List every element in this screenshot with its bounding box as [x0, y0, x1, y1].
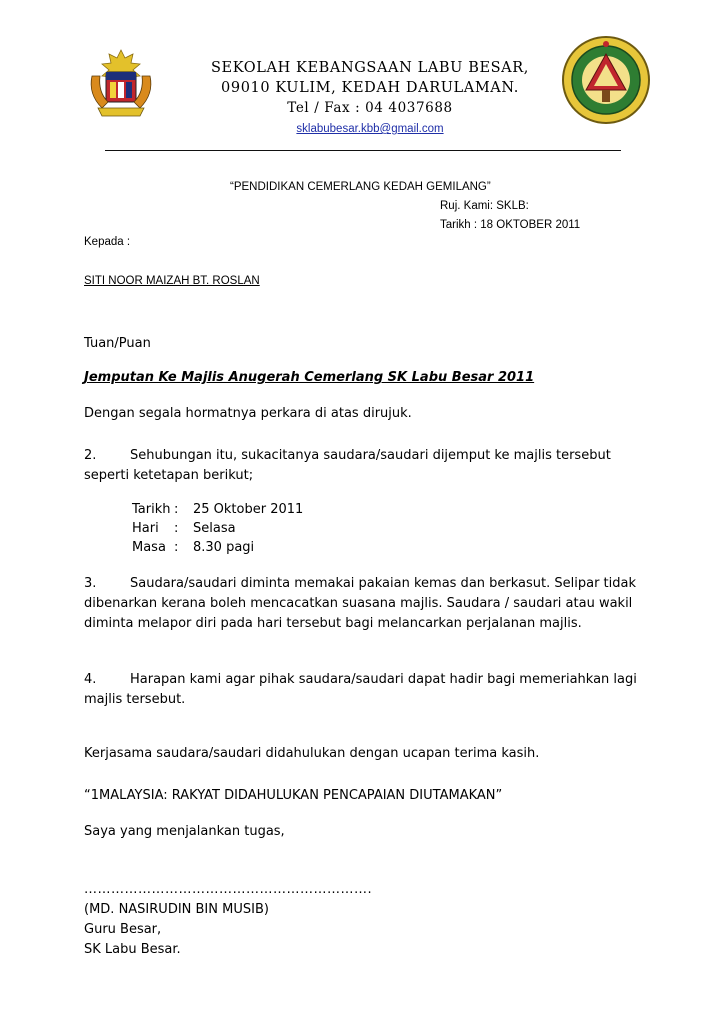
event-details	[132, 500, 303, 557]
detail-row-time	[132, 538, 303, 557]
detail-row-day	[132, 519, 303, 538]
recipient-name: SITI NOOR MAIZAH BT. ROSLAN	[84, 275, 260, 287]
school-email[interactable]	[160, 123, 580, 135]
detail-row-date	[132, 500, 303, 519]
detail-label: Masa	[132, 540, 166, 555]
letter-subject: Jemputan Ke Majlis Anugerah Cemerlang SK Labu Besar 2011	[84, 370, 535, 385]
detail-separator: :	[174, 521, 179, 536]
coat-of-arms-logo	[84, 46, 158, 120]
detail-value: 8.30 pagi	[193, 540, 255, 555]
email-link[interactable]: sklabubesar.kbb@gmail.com	[296, 123, 444, 135]
detail-label: Tarikh	[132, 502, 171, 517]
detail-separator: :	[174, 502, 179, 517]
signatory-name: (MD. NASIRUDIN BIN MUSIB)	[84, 902, 269, 917]
signatory-title: Guru Besar,	[84, 922, 162, 937]
recipient-label: Kepada :	[84, 236, 131, 248]
detail-separator: :	[174, 540, 179, 555]
paragraph-number: 2.	[84, 448, 97, 463]
paragraph-number: 4.	[84, 672, 97, 687]
state-motto: “PENDIDIKAN CEMERLANG KEDAH GEMILANG”	[230, 181, 491, 193]
detail-label: Hari	[132, 521, 159, 536]
detail-value: Selasa	[193, 521, 236, 536]
detail-value: 25 Oktober 2011	[193, 502, 304, 517]
national-slogan: “1MALAYSIA: RAKYAT DIDAHULUKAN PENCAPAIAN DIUTAMAKAN”	[84, 788, 503, 803]
paragraph-text: Harapan kami agar pihak saudara/saudari dapat hadir bagi memeriahkan lagi majlis tersebut.	[84, 672, 637, 707]
school-phone: Tel / Fax : 04 4037688	[287, 100, 453, 116]
signature-line: ……………………………………………………….	[84, 882, 373, 897]
salutation: Tuan/Puan	[84, 336, 151, 351]
paragraph-1: Dengan segala hormatnya perkara di atas dirujuk.	[84, 406, 412, 421]
closing-line: Saya yang menjalankan tugas,	[84, 824, 285, 839]
header-divider	[105, 150, 621, 151]
paragraph-3	[84, 574, 644, 634]
paragraph-4	[84, 670, 644, 710]
paragraph-2	[84, 446, 644, 486]
school-name: SEKOLAH KEBANGSAAN LABU BESAR,	[211, 60, 529, 76]
paragraph-number: 3.	[84, 576, 97, 591]
letter-date: Tarikh : 18 OKTOBER 2011	[440, 219, 581, 231]
school-address: 09010 KULIM, KEDAH DARULAMAN.	[221, 80, 519, 96]
signatory-school: SK Labu Besar.	[84, 942, 181, 957]
paragraph-text: Saudara/saudari diminta memakai pakaian kemas dan berkasut. Selipar tidak dibenarkan kerana boleh mencacatkan suasana majlis. Saudara / saudari atau wakil diminta melapor diri pada hari tersebut bagi melancarkan perjalanan majlis.	[84, 576, 637, 631]
thanks-line: Kerjasama saudara/saudari didahulukan dengan ucapan terima kasih.	[84, 746, 540, 761]
reference-number: Ruj. Kami: SKLB:	[440, 200, 529, 212]
paragraph-text: Sehubungan itu, sukacitanya saudara/saudari dijemput ke majlis tersebut seperti ketetapan berikut;	[84, 448, 611, 483]
